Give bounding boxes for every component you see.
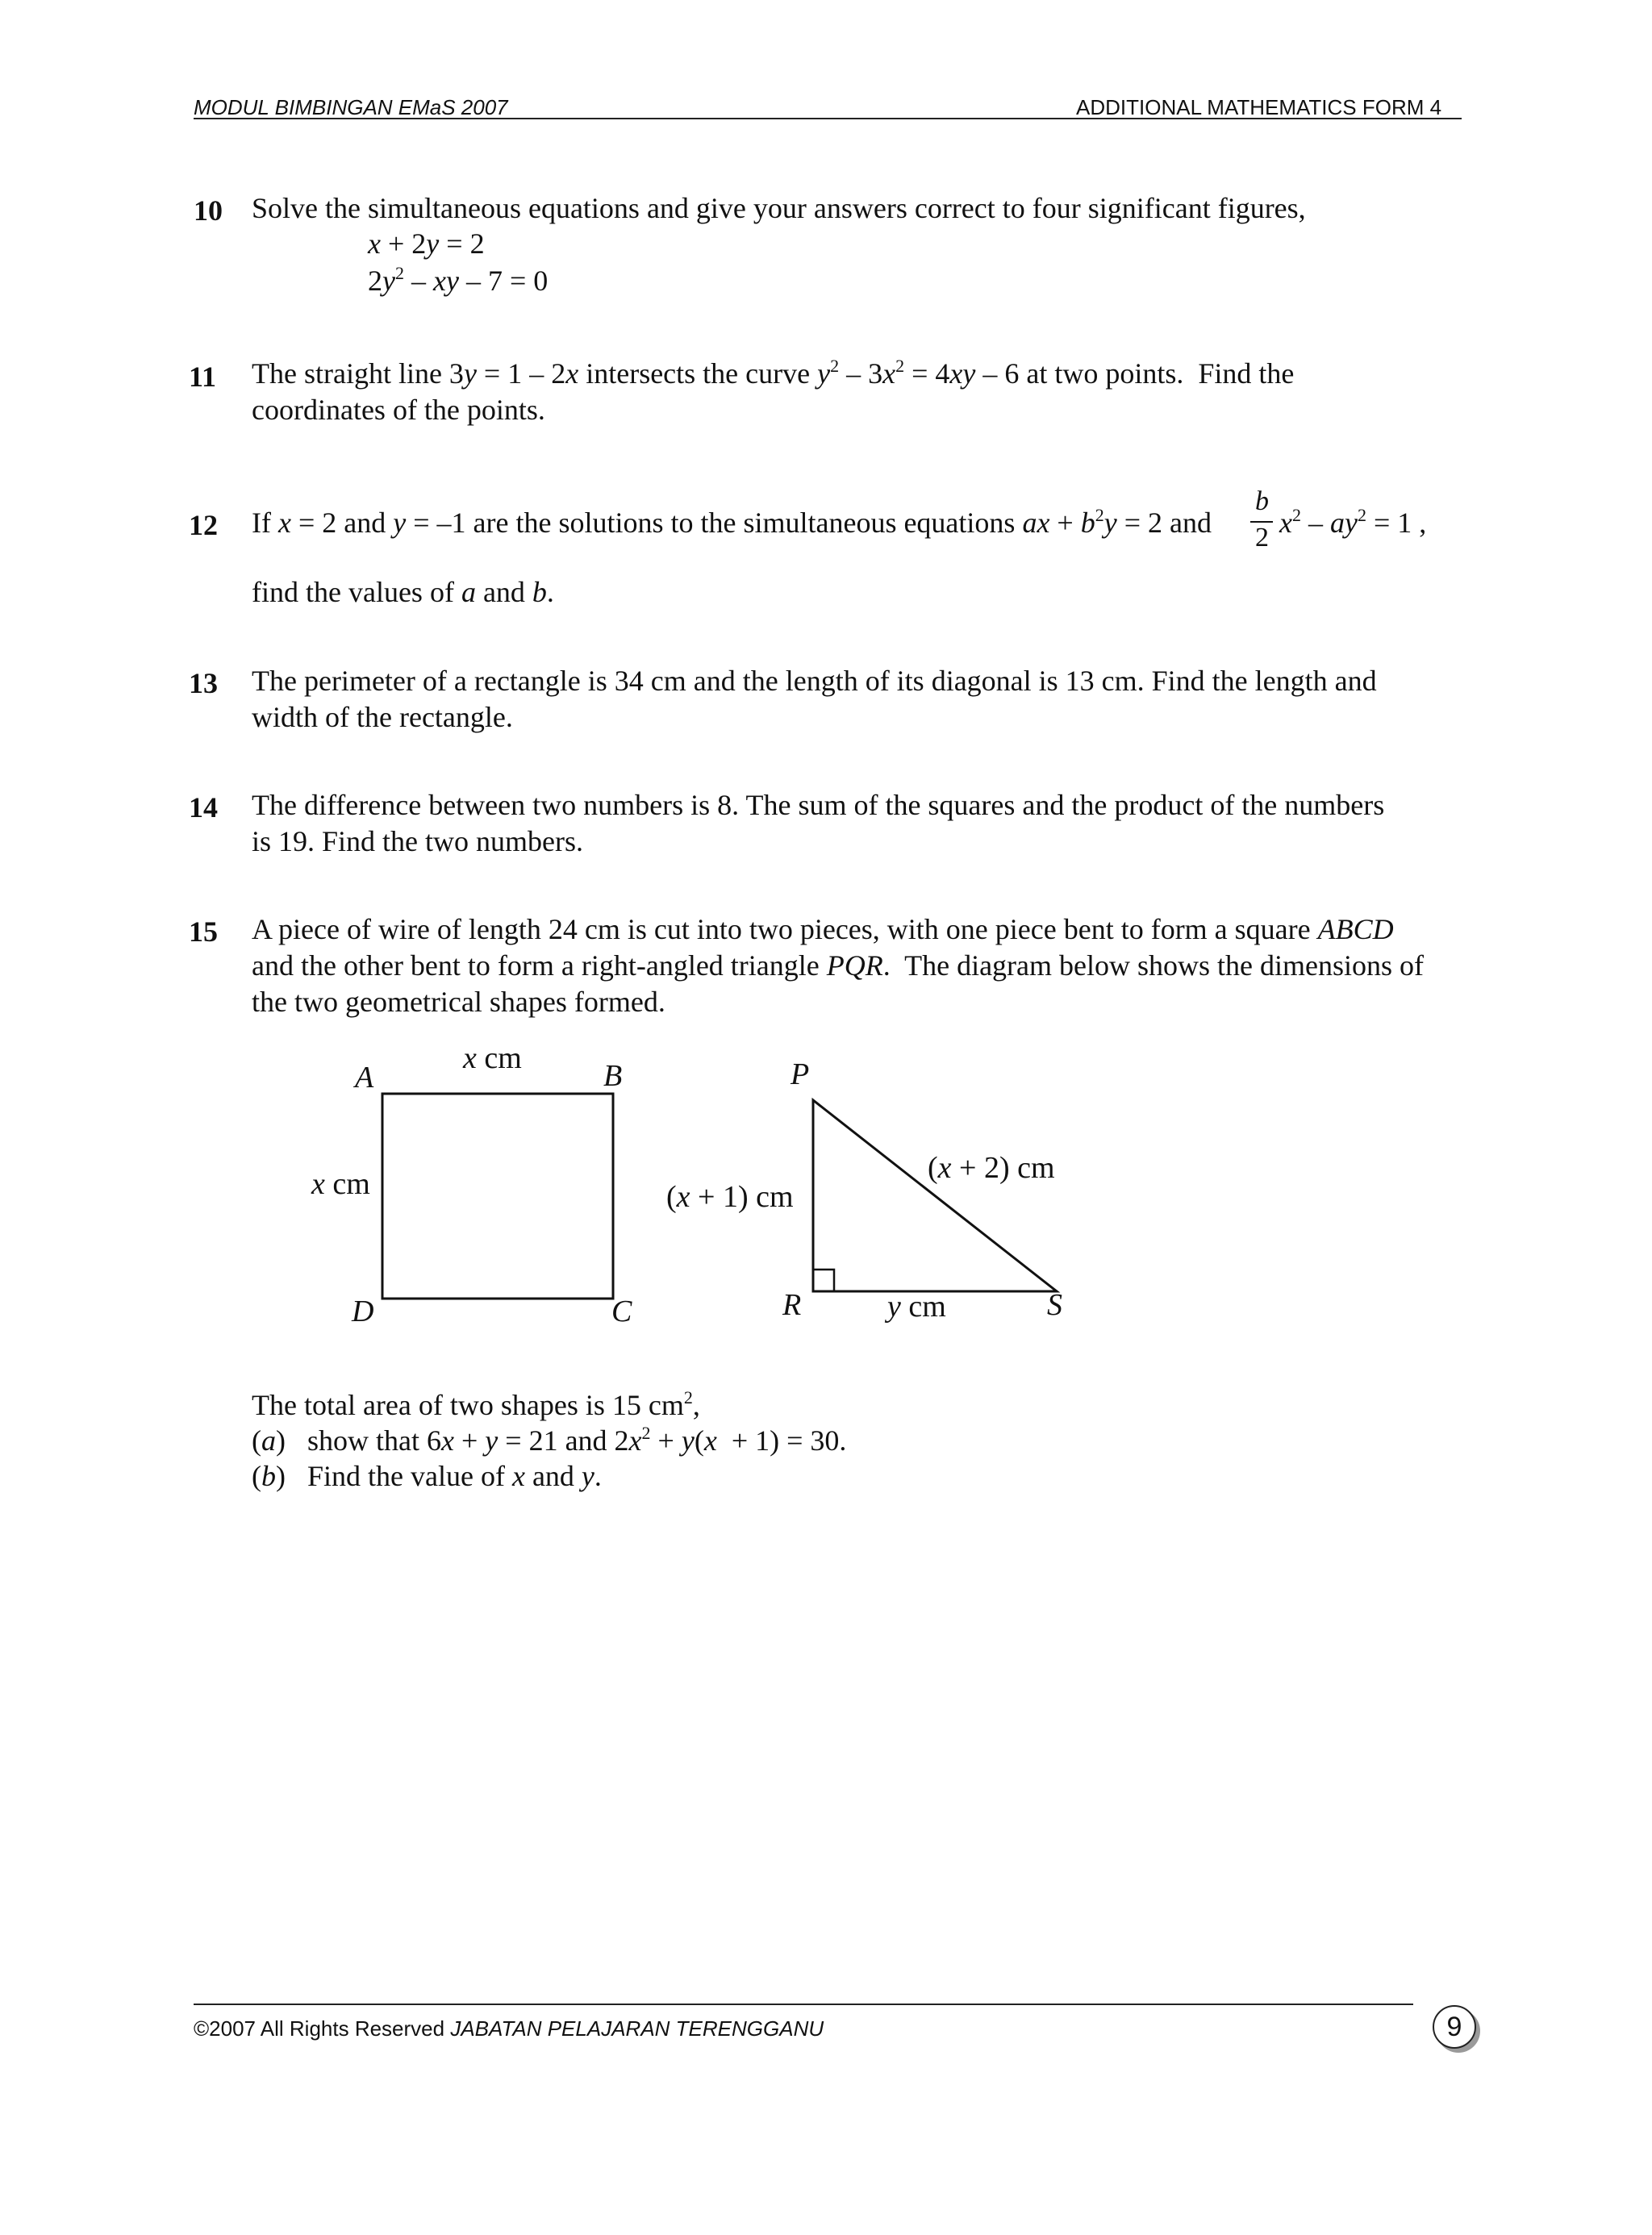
q15-line-1: A piece of wire of length 24 cm is cut into two pieces, with one piece bent to form a square ABCD [252, 913, 1394, 945]
q13-number: 13 [189, 667, 218, 699]
triangle-left-dimension: (x + 1) cm [666, 1180, 794, 1214]
q11-line-2: coordinates of the points. [252, 394, 545, 426]
header-right: ADDITIONAL MATHEMATICS FORM 4 [1076, 95, 1442, 119]
q14-line-1: The difference between two numbers is 8. The sum of the squares and the product of the numbers [252, 789, 1385, 821]
page-number: 9 [1446, 2011, 1462, 2042]
triangle-hypotenuse-dimension: (x + 2) cm [928, 1151, 1055, 1185]
q10-text: Solve the simultaneous equations and give your answers correct to four significant figures, [252, 192, 1306, 224]
q12-fraction-numerator: b [1255, 486, 1269, 516]
q12-line-2: find the values of a and b. [252, 576, 554, 608]
q15-part-a: (a) show that 6x + y = 21 and $2x^2 + y(x + 1) = 30$. [252, 1423, 847, 1457]
q15-number: 15 [189, 915, 218, 948]
q15-area-statement: The total area of two shapes is 15 $cm^2$, [252, 1387, 700, 1421]
square-side-dimension: x cm [311, 1167, 370, 1201]
footer-rule [194, 2004, 1413, 2005]
q12-equation-tail: $x^2 - ay^2 = 1$ , [1279, 505, 1427, 539]
q13-line-2: width of the rectangle. [252, 701, 513, 733]
triangle-label-P: P [791, 1057, 810, 1091]
square-shape [382, 1094, 613, 1299]
q14-line-2: is 19. Find the two numbers. [252, 825, 583, 857]
square-label-A: A [355, 1061, 374, 1095]
page-number-badge [1433, 2005, 1476, 2049]
q10-equation-2: $2y^2$ – xy – 7 = 0 [368, 263, 549, 297]
q11-number: 11 [189, 361, 217, 393]
right-angle-marker [813, 1270, 834, 1291]
square-label-B: B [603, 1059, 623, 1093]
q15-line-3: the two geometrical shapes formed. [252, 986, 665, 1018]
q14-number: 14 [189, 791, 218, 824]
q11-line-1: The straight line 3y = 1 – 2x intersects the curve $y^2 - 3x^2 = 4xy - 6$ at two points. Find the [252, 356, 1295, 390]
header-left: MODUL BIMBINGAN EMaS 2007 [194, 95, 508, 119]
q13-line-1: The perimeter of a rectangle is 34 cm and the length of its diagonal is 13 cm. Find the length and [252, 665, 1377, 697]
q12-fraction-denominator: 2 [1255, 523, 1269, 552]
triangle-label-S: S [1047, 1288, 1062, 1322]
square-top-dimension: x cm [463, 1041, 522, 1075]
q10-number: 10 [194, 194, 223, 227]
triangle-label-R: R [782, 1288, 802, 1322]
q15-part-b: (b) Find the value of x and y. [252, 1460, 602, 1492]
footer-copyright: ©2007 All Rights Reserved JABATAN PELAJARAN TERENGGANU [194, 2016, 824, 2041]
q15-line-2: and the other bent to form a right-angled triangle PQR. The diagram below shows the dimensions of [252, 949, 1424, 982]
triangle-bottom-dimension: y cm [887, 1290, 946, 1324]
q10-equation-1: x + 2y = 2 [368, 227, 485, 260]
q12-line-1: If x = 2 and y = –1 are the solutions to the simultaneous equations ax + $b^2y = 2$ and [252, 505, 1212, 539]
triangle-shape [813, 1100, 1057, 1291]
square-label-D: D [352, 1295, 374, 1328]
square-label-C: C [611, 1295, 632, 1328]
q12-number: 12 [189, 509, 218, 541]
